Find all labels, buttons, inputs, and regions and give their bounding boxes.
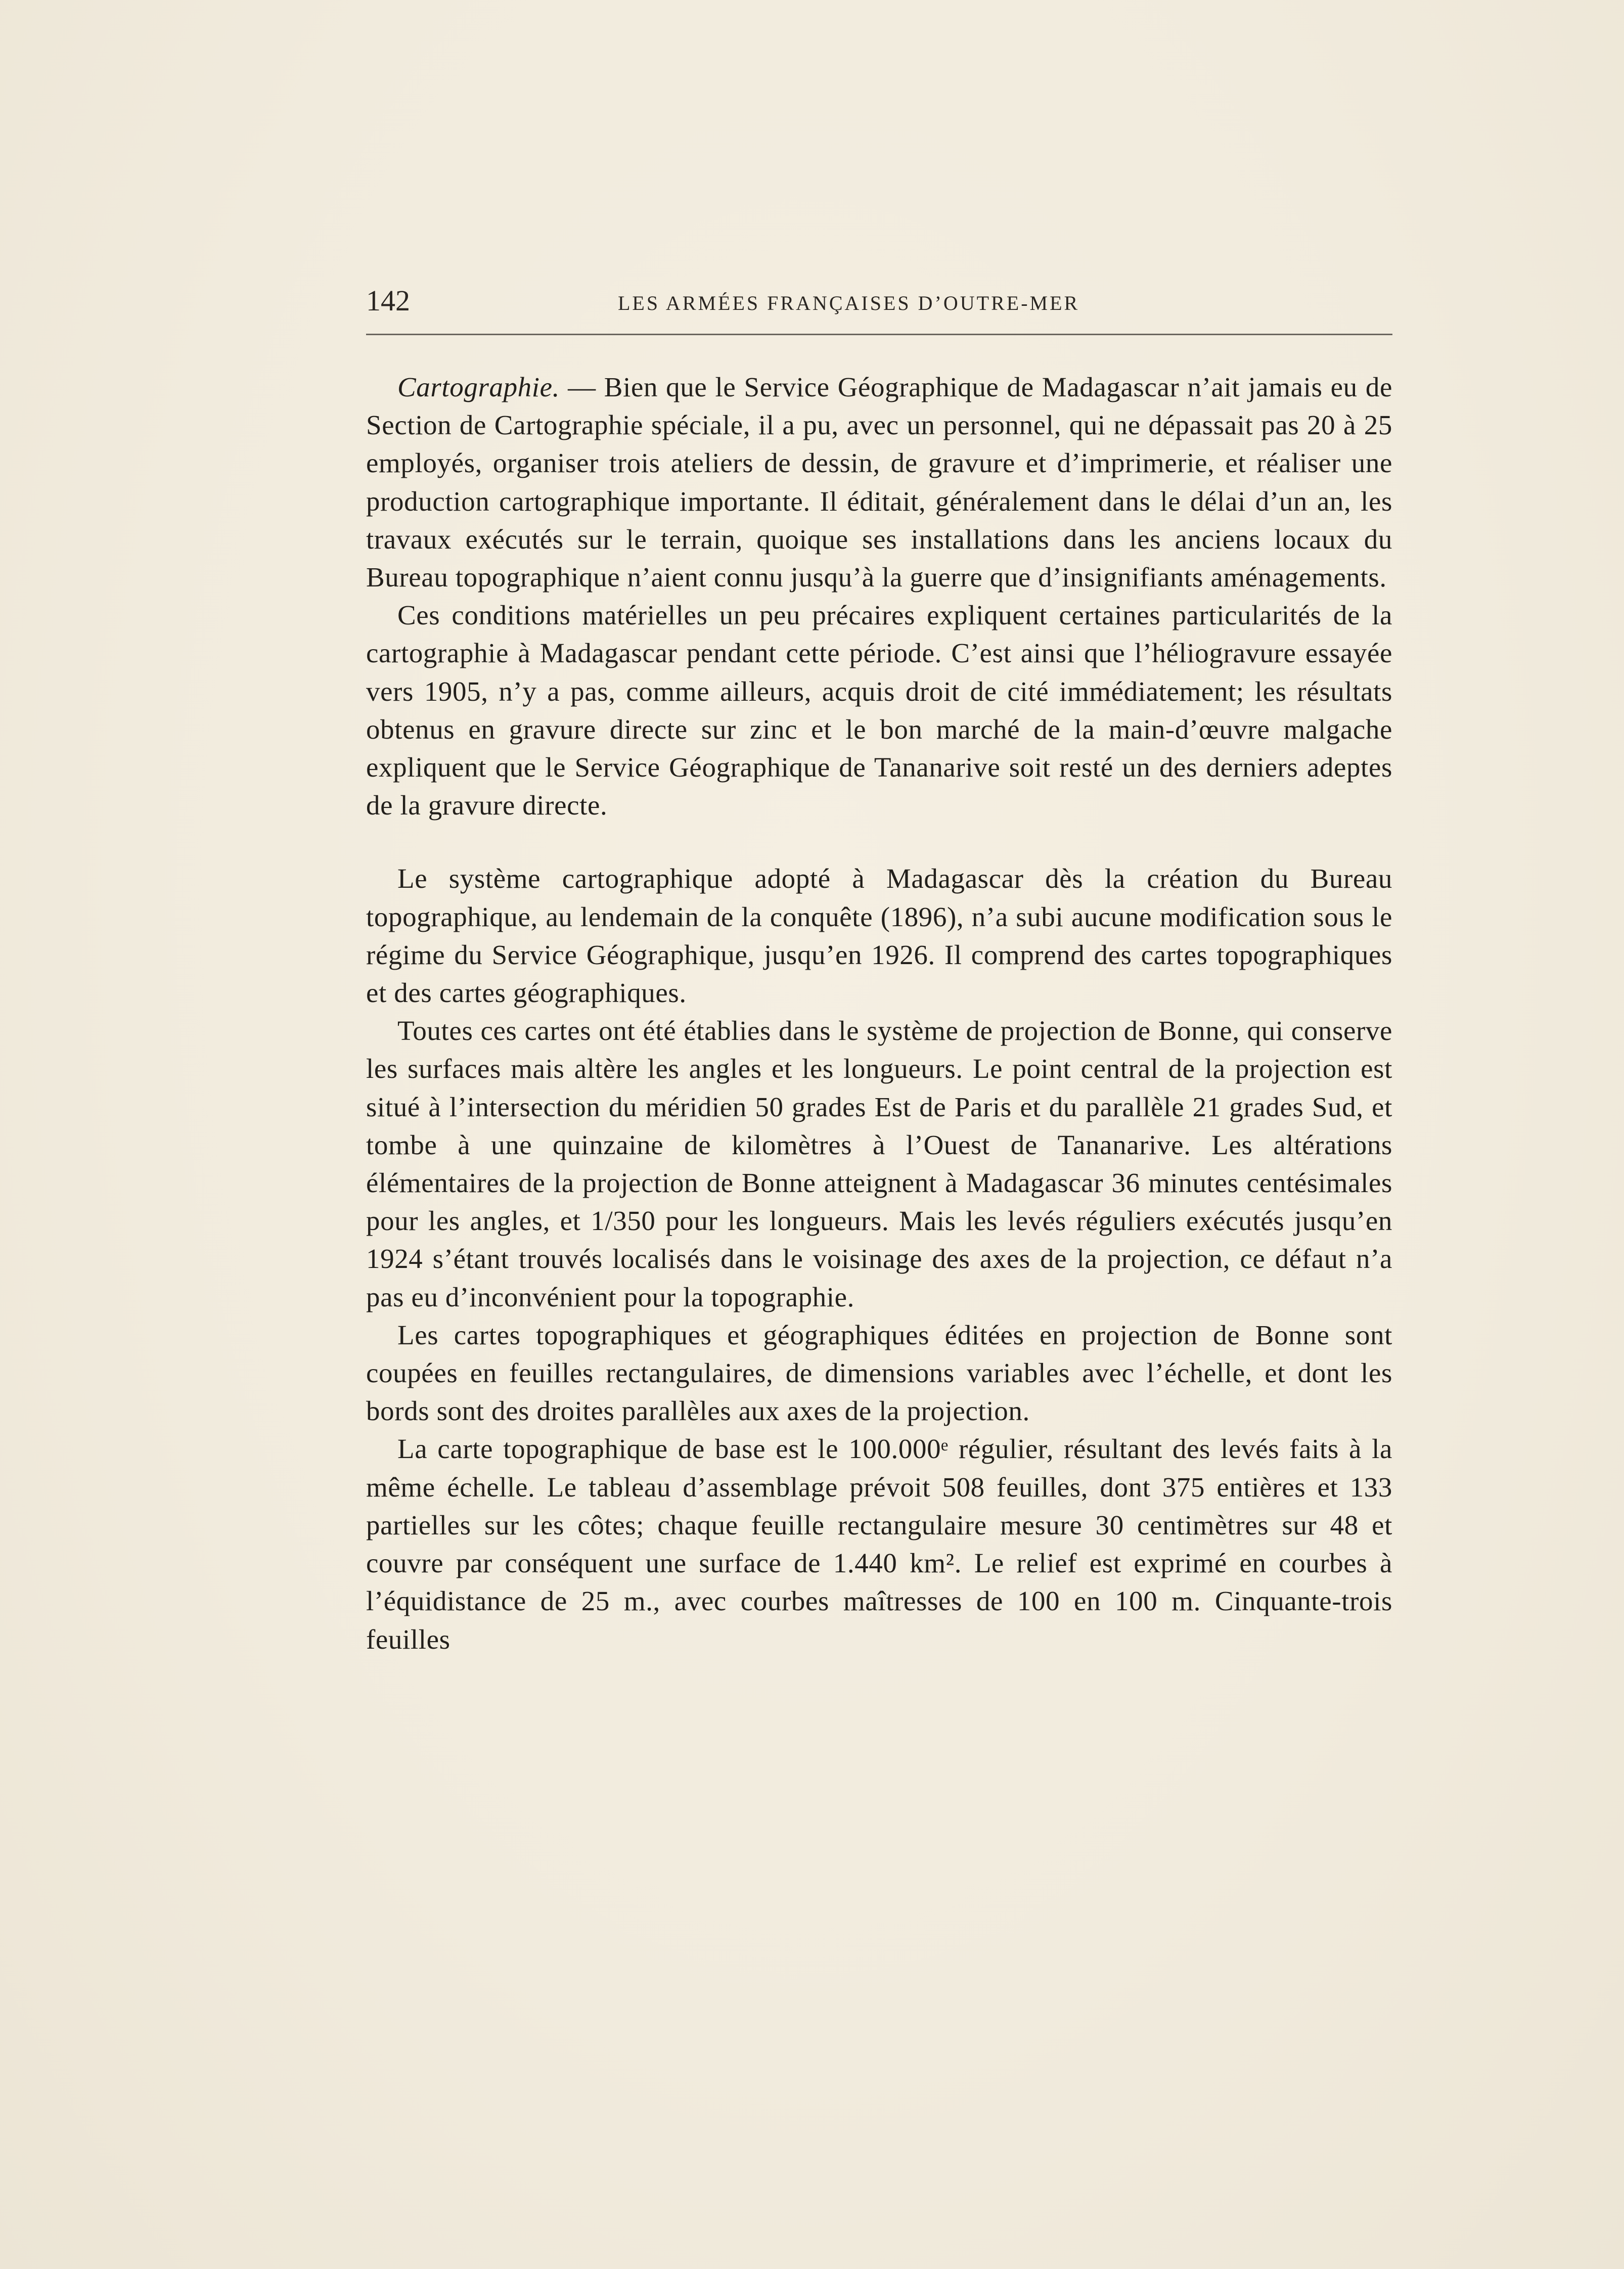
page-number: 142 — [366, 284, 410, 317]
running-title: LES ARMÉES FRANÇAISES D’OUTRE-MER — [618, 292, 1080, 314]
paragraph: La carte topographique de base est le 100.000ᵉ régulier, résultant des levés faits à la même échelle. Le tableau d’assemblage prévoit 508 feuilles, dont 375 entières et 133 partielles sur les côtes; chaque feuille rectangulaire mesure 30 centimètres sur 48 et couvre par conséquent une surface de 1.440 km². Le relief est exprimé en courbes à l’équidistance de 25 m., avec courbes maîtresses de 100 en 100 m. Cinquante-trois feuilles — [366, 1433, 1392, 1655]
paragraph: Ces conditions matérielles un peu précaires expliquent certaines particularités de la cartographie à Madagascar pendant cette période. C’est ainsi que l’héliogravure essayée vers 1905, n’y a pas, comme ailleurs, acquis droit de cité immédiatement; les résultats obtenus en gravure directe sur zinc et le bon marché de la main-d’œuvre malgache expliquent que le Service Géographique de Tananarive soit resté un des derniers adeptes de la gravure directe. — [366, 600, 1392, 821]
header-rule — [366, 334, 1392, 335]
page-header — [366, 281, 1392, 322]
paragraph — [366, 368, 1392, 596]
paragraph: Toutes ces cartes ont été établies dans le système de projection de Bonne, qui conserve les surfaces mais altère les angles et les longueurs. Le point central de la projection est situé à l’intersection du méridien 50 grades Est de Paris et du parallèle 21 grades Sud, et tombe à une quinzaine de kilomètres à l’Ouest de Tananarive. Les altérations élémentaires de la projection de Bonne atteignent à Madagascar 36 minutes centésimales pour les angles, et 1/350 pour les longueurs. Mais les levés réguliers exécutés jusqu’en 1924 s’étant trouvés localisés dans le voisinage des axes de la projection, ce défaut n’a pas eu d’inconvénient pour la topographie. — [366, 1015, 1392, 1312]
body-text — [366, 368, 1392, 1658]
paragraph: Les cartes topographiques et géographiques éditées en projection de Bonne sont coupées en feuilles rectangulaires, de dimensions variables avec l’échelle, et dont les bords sont des droites parallèles aux axes de la projection. — [366, 1319, 1392, 1427]
paragraph-text: — Bien que le Service Géographique de Madagascar n’ait jamais eu de Section de Cartographie spéciale, il a pu, avec un personnel, qui ne dépassait pas 20 à 25 employés, organiser trois ateliers de dessin, de gravure et d’imprimerie, et réaliser une production cartographique importante. Il éditait, généralement dans le délai d’un an, les travaux exécutés sur le terrain, quoique ses installations dans les anciens locaux du Bureau topographique n’aient connu jusqu’à la guerre que d’insignifiants aménagements. — [366, 372, 1392, 593]
section-lead: Cartographie. — [397, 372, 560, 402]
paragraph: Le système cartographique adopté à Madagascar dès la création du Bureau topographique, au lendemain de la conquête (1896), n’a subi aucune modification sous le régime du Service Géographique, jusqu’en 1926. Il comprend des cartes topographiques et des cartes géographiques. — [366, 863, 1392, 1009]
